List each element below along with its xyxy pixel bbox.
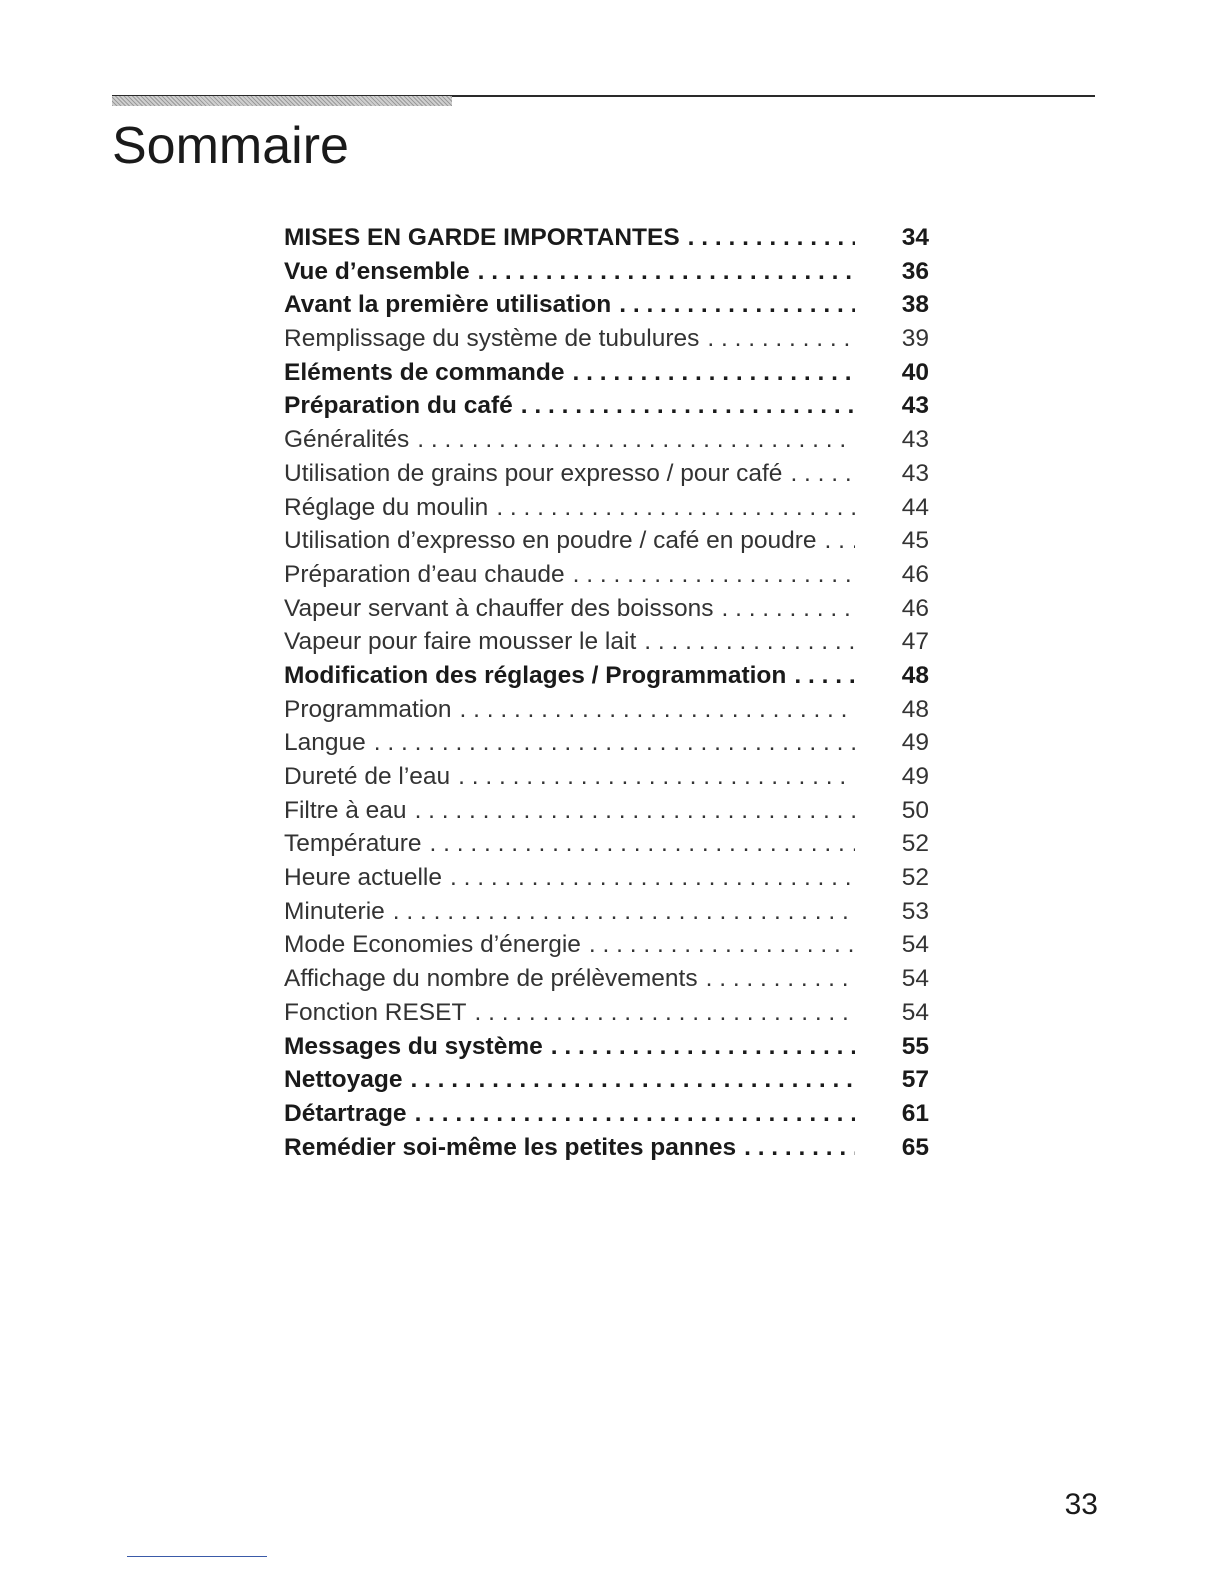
toc-entry[interactable] <box>284 255 929 289</box>
toc-entry[interactable] <box>284 625 929 659</box>
toc-entry-page: 39 <box>901 325 929 353</box>
toc-entry-page: 54 <box>901 998 929 1026</box>
toc-entry-page: 53 <box>901 897 929 925</box>
toc-entry-label: Mode Economies d’énergie <box>284 931 581 959</box>
toc-entry-page: 44 <box>901 493 929 521</box>
dot-leader <box>410 1063 855 1097</box>
dot-leader <box>589 928 855 962</box>
toc-entry-label: Avant la première utilisation <box>284 291 612 319</box>
toc-entry-label: Utilisation d’expresso en poudre / café en poudre <box>284 527 817 555</box>
dot-leader <box>794 659 855 693</box>
toc-entry[interactable] <box>284 457 929 491</box>
toc-entry[interactable] <box>284 558 929 592</box>
toc-entry-label: Nettoyage <box>284 1066 403 1094</box>
toc-entry[interactable] <box>284 592 929 626</box>
toc-entry-page: 49 <box>901 729 929 757</box>
toc-entry[interactable] <box>284 996 929 1030</box>
toc-entry[interactable] <box>284 288 929 322</box>
toc-entry-label: Messages du système <box>284 1032 543 1060</box>
toc-entry-page: 47 <box>901 628 929 656</box>
table-of-contents <box>284 221 929 1164</box>
dot-leader <box>478 255 855 289</box>
dot-leader <box>430 827 855 861</box>
footer-rule <box>127 1556 267 1557</box>
toc-entry-label: Réglage du moulin <box>284 493 489 521</box>
toc-entry[interactable] <box>284 928 929 962</box>
toc-entry[interactable] <box>284 827 929 861</box>
toc-entry[interactable] <box>284 794 929 828</box>
toc-entry-label: Langue <box>284 729 366 757</box>
toc-entry-page: 61 <box>901 1099 929 1127</box>
toc-entry-label: Utilisation de grains pour expresso / pour café <box>284 459 783 487</box>
toc-entry-page: 50 <box>901 796 929 824</box>
dot-leader <box>551 1030 855 1064</box>
toc-entry-label: Dureté de l’eau <box>284 763 451 790</box>
toc-entry-label: Filtre à eau <box>284 796 407 824</box>
dot-leader <box>415 1097 855 1131</box>
toc-entry-label: Détartrage <box>284 1099 407 1127</box>
toc-entry-page: 48 <box>901 661 929 689</box>
dot-leader <box>474 996 855 1030</box>
dot-leader <box>417 423 855 457</box>
dot-leader <box>707 322 855 356</box>
toc-entry-page: 34 <box>901 224 929 251</box>
toc-entry-page: 54 <box>901 931 929 959</box>
toc-entry[interactable] <box>284 659 929 693</box>
toc-entry[interactable] <box>284 1063 929 1097</box>
toc-entry-label: Affichage du nombre de prélèvements <box>284 965 698 993</box>
toc-entry-page: 46 <box>901 594 929 622</box>
toc-entry-page: 43 <box>901 459 929 487</box>
dot-leader <box>688 221 855 255</box>
toc-entry-label: Remplissage du système de tubulures <box>284 325 700 353</box>
dot-leader <box>459 693 855 727</box>
toc-entry-page: 45 <box>901 527 929 555</box>
toc-entry-label: Eléments de commande <box>284 358 565 386</box>
toc-entry-label: Fonction RESET <box>284 998 467 1026</box>
toc-entry-page: 52 <box>901 830 929 858</box>
dot-leader <box>572 356 855 390</box>
toc-entry[interactable] <box>284 389 929 423</box>
toc-entry-label: Programmation <box>284 695 452 723</box>
toc-entry-page: 55 <box>901 1032 929 1060</box>
toc-entry-page: 43 <box>901 392 929 420</box>
toc-entry-page: 48 <box>901 695 929 723</box>
toc-entry[interactable] <box>284 1030 929 1064</box>
toc-entry-page: 49 <box>901 763 929 790</box>
toc-entry-page: 65 <box>901 1133 929 1161</box>
toc-entry-page: 43 <box>901 426 929 454</box>
toc-entry-label: Heure actuelle <box>284 864 442 892</box>
toc-entry-page: 40 <box>901 358 929 386</box>
toc-entry-label: MISES EN GARDE IMPORTANTES <box>284 224 680 251</box>
toc-entry-label: Modification des réglages / Programmation <box>284 661 787 689</box>
toc-entry-label: Vapeur servant à chauffer des boissons <box>284 594 714 622</box>
toc-entry[interactable] <box>284 1131 929 1165</box>
toc-entry[interactable] <box>284 861 929 895</box>
toc-entry[interactable] <box>284 726 929 760</box>
dot-leader <box>521 389 855 423</box>
toc-entry-label: Minuterie <box>284 897 385 925</box>
toc-entry[interactable] <box>284 962 929 996</box>
toc-entry-page: 54 <box>901 965 929 993</box>
dot-leader <box>706 962 855 996</box>
toc-entry-page: 57 <box>901 1066 929 1094</box>
toc-entry[interactable] <box>284 693 929 727</box>
page-title: Sommaire <box>112 117 349 175</box>
toc-entry-label: Remédier soi-même les petites pannes <box>284 1133 737 1161</box>
toc-entry-page: 38 <box>901 291 929 319</box>
toc-entry[interactable] <box>284 221 929 255</box>
toc-entry[interactable] <box>284 491 929 525</box>
toc-entry-label: Vapeur pour faire mousser le lait <box>284 628 637 656</box>
dot-leader <box>721 592 855 626</box>
toc-entry[interactable] <box>284 895 929 929</box>
dot-leader <box>374 726 855 760</box>
dot-leader <box>744 1131 855 1165</box>
dot-leader <box>790 457 855 491</box>
dot-leader <box>619 288 855 322</box>
toc-entry-page: 36 <box>901 257 929 285</box>
toc-entry[interactable] <box>284 322 929 356</box>
dot-leader <box>450 861 855 895</box>
toc-entry[interactable] <box>284 1097 929 1131</box>
dot-leader <box>825 524 855 558</box>
toc-entry-label: Généralités <box>284 426 410 454</box>
toc-entry-page: 52 <box>901 864 929 892</box>
toc-entry-label: Vue d’ensemble <box>284 257 470 285</box>
header-accent-bar <box>112 96 452 106</box>
toc-entry-label: Préparation d’eau chaude <box>284 560 565 588</box>
toc-entry[interactable] <box>284 356 929 390</box>
toc-entry[interactable] <box>284 423 929 457</box>
toc-entry-label: Température <box>284 830 422 858</box>
dot-leader <box>393 895 855 929</box>
toc-entry-page: 46 <box>901 560 929 588</box>
dot-leader <box>573 558 855 592</box>
dot-leader <box>644 625 855 659</box>
dot-leader <box>458 760 855 794</box>
toc-entry[interactable] <box>284 760 929 794</box>
dot-leader <box>496 491 855 525</box>
page-number: 33 <box>1064 1488 1098 1521</box>
dot-leader <box>415 794 855 828</box>
toc-entry[interactable] <box>284 524 929 558</box>
toc-entry-label: Préparation du café <box>284 392 513 420</box>
